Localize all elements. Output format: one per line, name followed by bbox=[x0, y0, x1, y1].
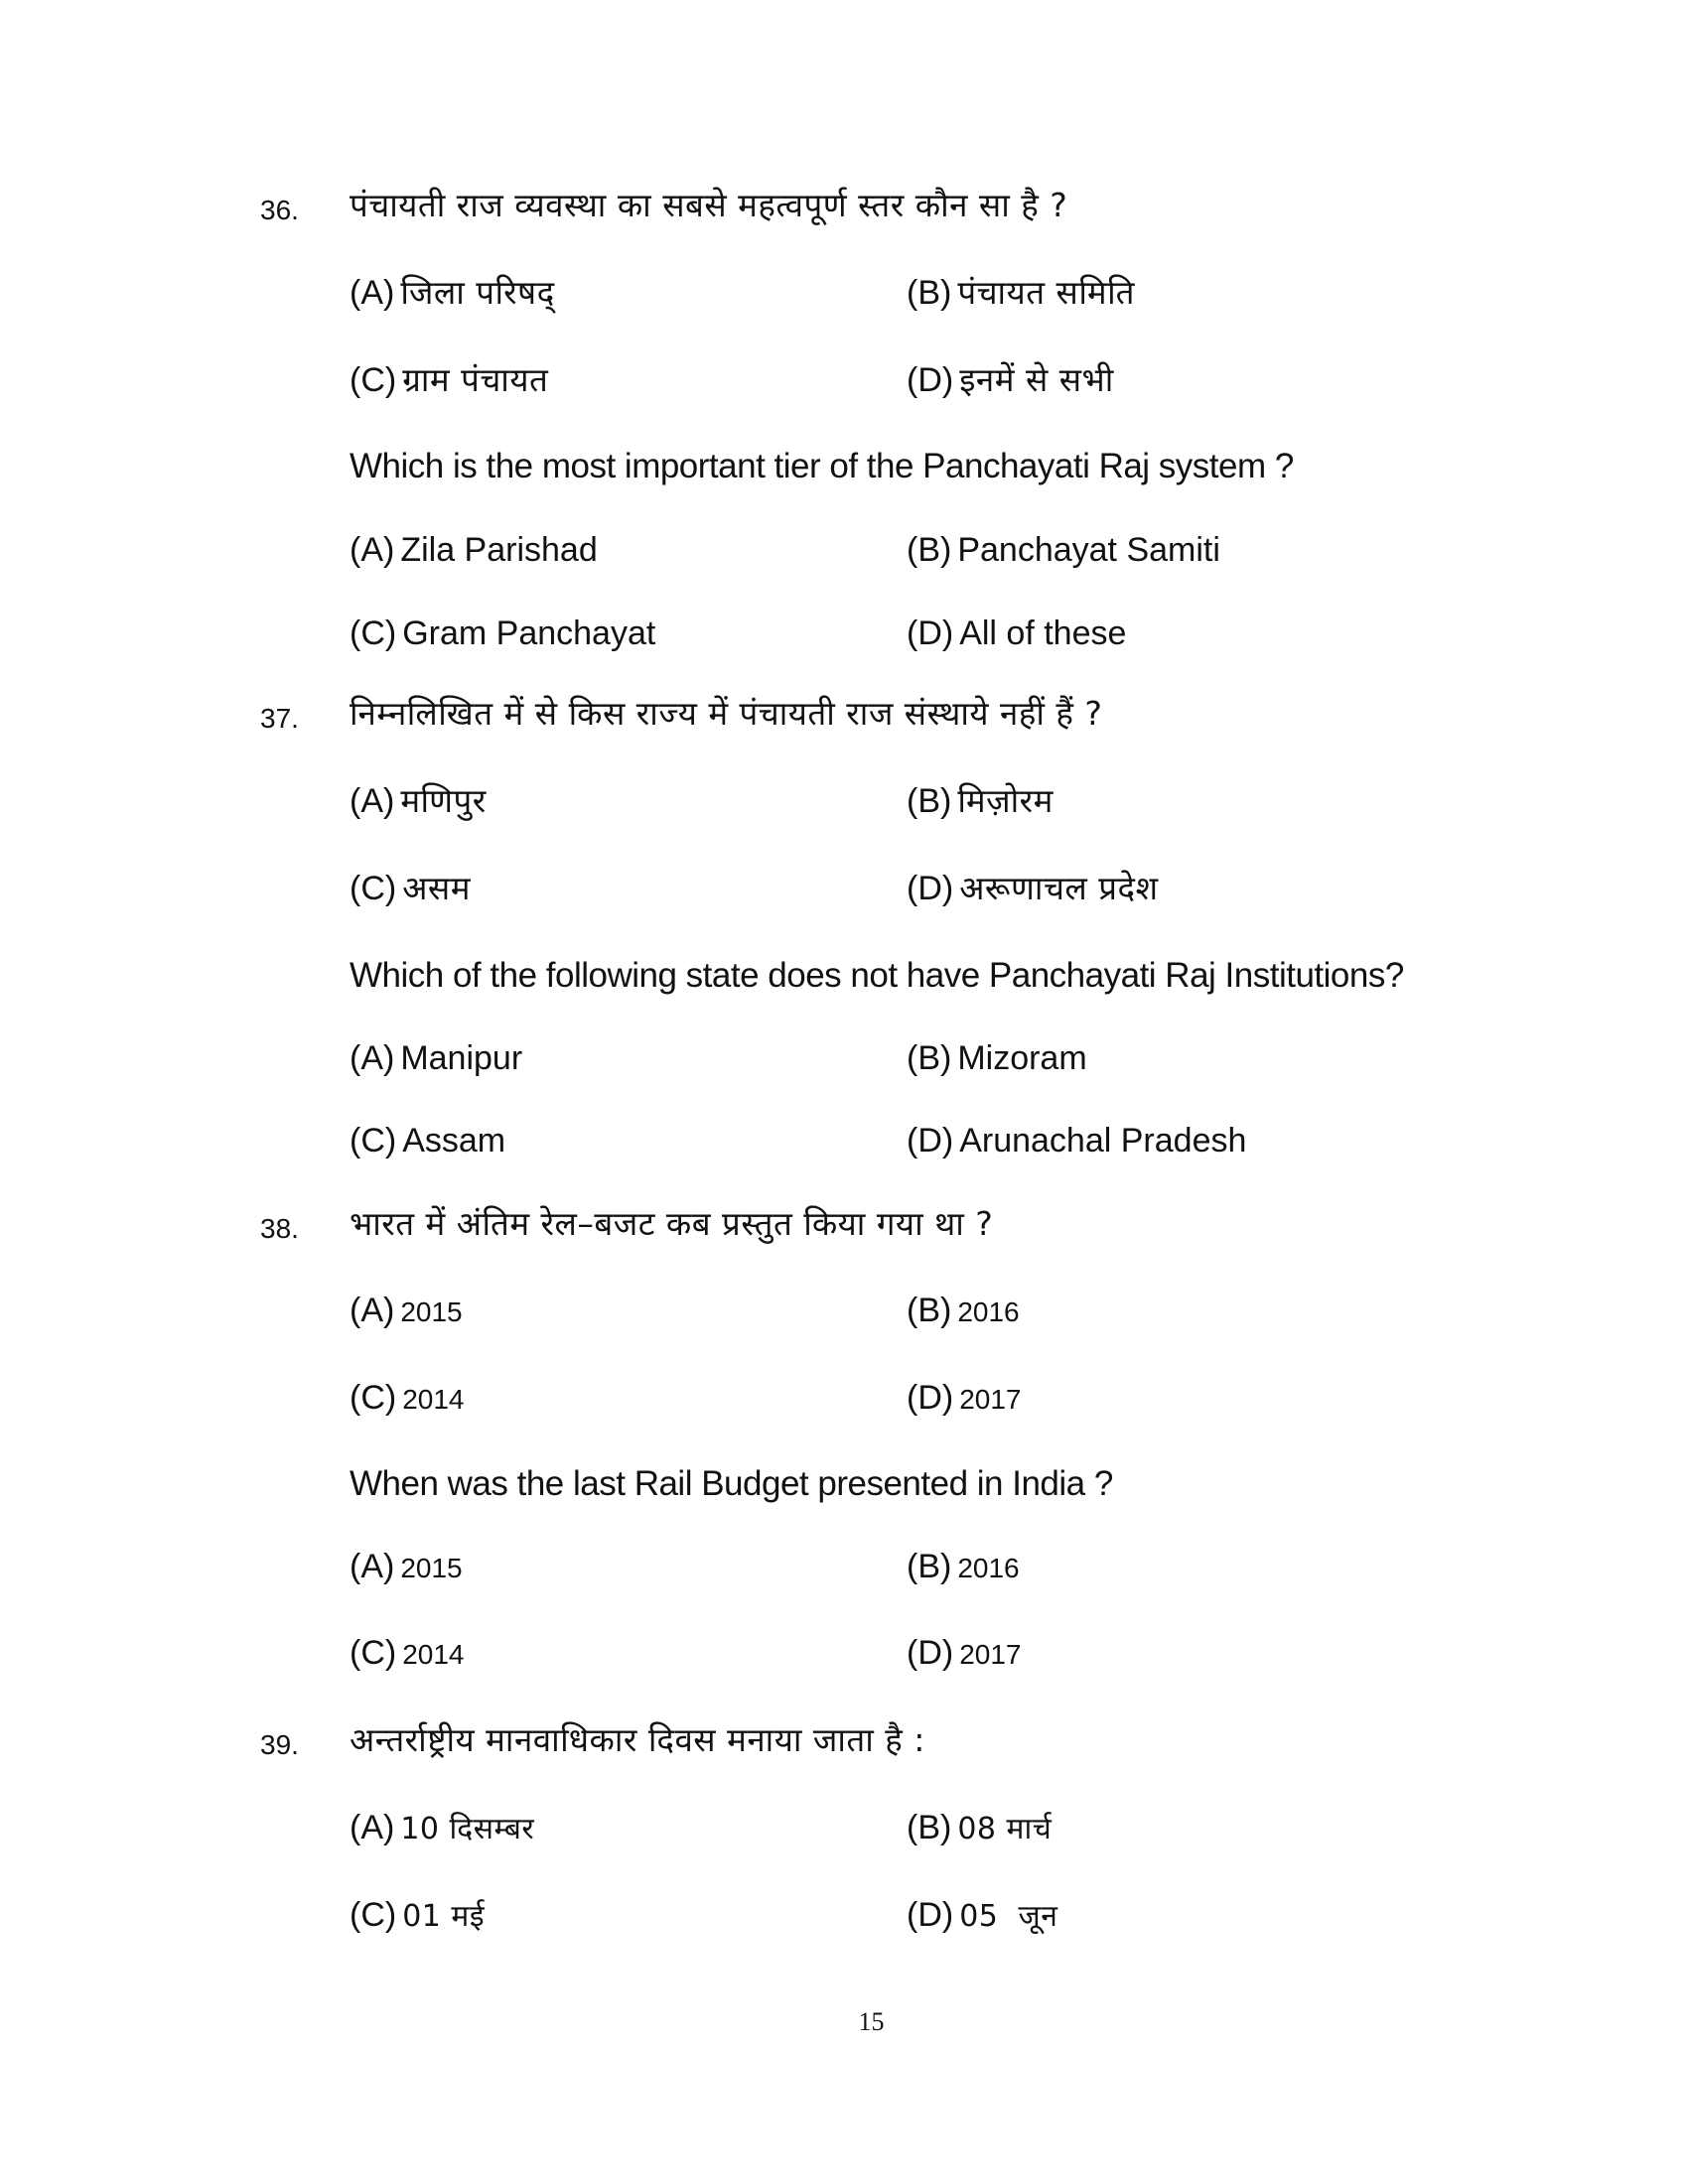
option-text: 2015 bbox=[400, 1297, 463, 1327]
option-b-english bbox=[907, 533, 1220, 567]
option-d-english bbox=[907, 1636, 1022, 1670]
question-text-english: When was the last Rail Budget presented in India ? bbox=[350, 1464, 1113, 1503]
option-text: मिज़ोरम bbox=[957, 781, 1054, 820]
option-c-hindi bbox=[350, 1898, 485, 1932]
option-label: (C) bbox=[350, 870, 397, 907]
option-label: (B) bbox=[907, 1292, 952, 1329]
option-text: 2016 bbox=[957, 1553, 1020, 1583]
option-label: (B) bbox=[907, 1809, 952, 1846]
option-label: (A) bbox=[350, 1039, 395, 1077]
option-label: (A) bbox=[350, 274, 395, 312]
option-label: (C) bbox=[350, 1122, 397, 1160]
option-c-english bbox=[350, 616, 655, 650]
option-text: Arunachal Pradesh bbox=[959, 1122, 1247, 1160]
option-label: (A) bbox=[350, 782, 395, 820]
option-text: 2014 bbox=[402, 1384, 465, 1415]
option-label: (B) bbox=[907, 274, 952, 312]
option-label: (D) bbox=[907, 361, 954, 399]
option-label: (D) bbox=[907, 614, 954, 652]
option-a-hindi bbox=[350, 781, 487, 820]
option-label: (B) bbox=[907, 1039, 952, 1077]
option-b-english bbox=[907, 1550, 1020, 1583]
option-label: (C) bbox=[350, 361, 397, 399]
option-text: असम bbox=[402, 869, 471, 907]
option-d-hindi bbox=[907, 360, 1114, 399]
option-d-english bbox=[907, 1124, 1246, 1158]
option-d-hindi bbox=[907, 1898, 1057, 1932]
option-label: (B) bbox=[907, 1548, 952, 1585]
option-b-hindi bbox=[907, 273, 1135, 312]
option-label: (D) bbox=[907, 1122, 954, 1160]
option-text: Panchayat Samiti bbox=[957, 531, 1220, 569]
option-d-english bbox=[907, 616, 1126, 650]
option-c-english bbox=[350, 1124, 505, 1158]
option-label: (C) bbox=[350, 1379, 397, 1417]
option-a-english bbox=[350, 533, 598, 567]
option-label: (C) bbox=[350, 1634, 397, 1672]
option-text: Assam bbox=[402, 1122, 506, 1160]
option-text: 10 दिसम्बर bbox=[400, 1812, 535, 1846]
option-text: 2017 bbox=[959, 1639, 1022, 1670]
option-a-hindi bbox=[350, 1811, 534, 1844]
option-a-english bbox=[350, 1550, 463, 1583]
option-text: 2017 bbox=[959, 1384, 1022, 1415]
option-text: पंचायत समिति bbox=[957, 273, 1135, 312]
option-label: (B) bbox=[907, 531, 952, 569]
option-label: (A) bbox=[350, 531, 395, 569]
option-c-hindi bbox=[350, 360, 549, 399]
option-b-english bbox=[907, 1041, 1087, 1075]
option-text: Mizoram bbox=[957, 1039, 1087, 1077]
option-text: अरूणाचल प्रदेश bbox=[959, 869, 1159, 907]
option-text: ग्राम पंचायत bbox=[402, 360, 549, 399]
option-text: 2014 bbox=[402, 1639, 465, 1670]
option-a-english bbox=[350, 1041, 522, 1075]
option-label: (C) bbox=[350, 1896, 397, 1934]
question-text-english: Which is the most important tier of the Panchayati Raj system ? bbox=[350, 447, 1294, 485]
option-label: (A) bbox=[350, 1809, 395, 1846]
option-label: (A) bbox=[350, 1548, 395, 1585]
option-c-english bbox=[350, 1636, 465, 1670]
option-b-hindi bbox=[907, 1294, 1020, 1327]
option-text: Manipur bbox=[400, 1039, 523, 1077]
question-text-english: Which of the following state does not have Panchayati Raj Institutions? bbox=[350, 956, 1404, 995]
option-text: जिला परिषद् bbox=[400, 273, 555, 312]
option-d-hindi bbox=[907, 869, 1159, 907]
page-number: 15 bbox=[858, 2007, 885, 2036]
option-label: (D) bbox=[907, 1634, 954, 1672]
option-text: 08 मार्च bbox=[957, 1812, 1053, 1846]
option-d-hindi bbox=[907, 1381, 1022, 1415]
question-number: 39. bbox=[260, 1729, 299, 1760]
option-c-hindi bbox=[350, 1381, 465, 1415]
option-text: 01 मई bbox=[402, 1899, 486, 1934]
option-label: (A) bbox=[350, 1292, 395, 1329]
option-text: Gram Panchayat bbox=[402, 614, 656, 652]
question-number: 37. bbox=[260, 703, 299, 734]
option-b-hindi bbox=[907, 781, 1054, 820]
option-c-hindi bbox=[350, 869, 471, 907]
option-text: All of these bbox=[959, 614, 1127, 652]
option-label: (C) bbox=[350, 614, 397, 652]
option-label: (B) bbox=[907, 782, 952, 820]
question-text-hindi: अन्तर्राष्ट्रीय मानवाधिकार दिवस मनाया जाता है : bbox=[350, 1720, 925, 1759]
option-label: (D) bbox=[907, 1379, 954, 1417]
question-text-hindi: भारत में अंतिम रेल–बजट कब प्रस्तुत किया गया था ? bbox=[350, 1204, 994, 1243]
question-number: 38. bbox=[260, 1213, 299, 1244]
option-text: 2015 bbox=[400, 1553, 463, 1583]
option-label: (D) bbox=[907, 1896, 954, 1934]
question-number: 36. bbox=[260, 195, 299, 225]
option-text: इनमें से सभी bbox=[959, 360, 1114, 399]
option-text: Zila Parishad bbox=[400, 531, 598, 569]
question-text-hindi: पंचायती राज व्यवस्था का सबसे महत्वपूर्ण स्तर कौन सा है ? bbox=[350, 186, 1068, 224]
option-text: मणिपुर bbox=[400, 781, 487, 820]
option-label: (D) bbox=[907, 870, 954, 907]
option-b-hindi bbox=[907, 1811, 1052, 1844]
option-text: 05 जून bbox=[959, 1899, 1058, 1934]
option-a-hindi bbox=[350, 1294, 463, 1327]
option-a-hindi bbox=[350, 273, 555, 312]
question-text-hindi: निम्नलिखित में से किस राज्य में पंचायती राज संस्थाये नहीं हैं ? bbox=[350, 694, 1103, 733]
option-text: 2016 bbox=[957, 1297, 1020, 1327]
